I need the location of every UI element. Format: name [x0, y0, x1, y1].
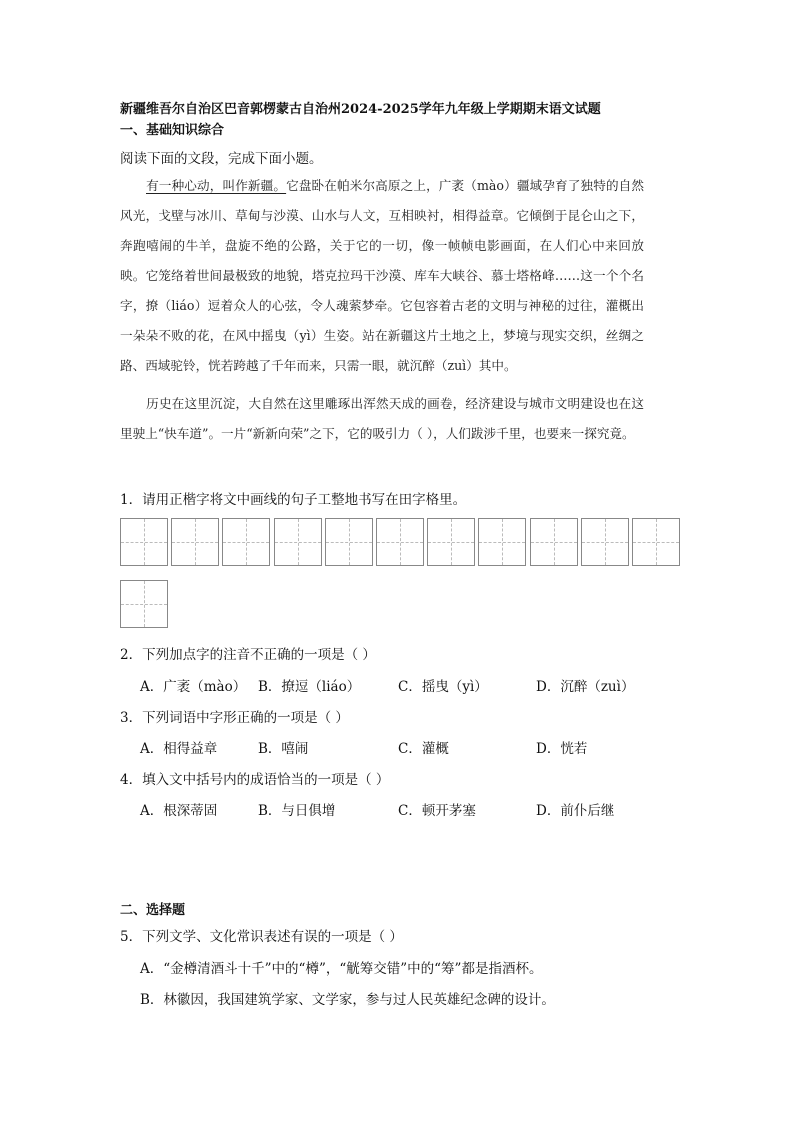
question-4-stem: 4．填入文中括号内的成语恰当的一项是（ ） — [120, 772, 390, 788]
option-b[interactable]: B．与日俱增 — [258, 803, 336, 819]
question-5-option-b[interactable]: B．林徽因，我国建筑学家、文学家，参与过人民英雄纪念碑的设计。 — [140, 992, 555, 1008]
grid-cell[interactable] — [632, 518, 680, 566]
grid-cell[interactable] — [325, 518, 373, 566]
option-d[interactable]: D．沉醉（zuì） — [536, 679, 635, 695]
underlined-sentence: 有一种心动，叫作新疆。 — [146, 178, 287, 193]
question-3-stem: 3．下列词语中字形正确的一项是（ ） — [120, 710, 349, 726]
grid-cell[interactable] — [478, 518, 526, 566]
question-5-option-a[interactable]: A．“金樽清酒斗十千”中的“樽”，“觥筹交错”中的“筹”都是指酒杯。 — [140, 961, 543, 977]
passage-paragraph-2-text: 历史在这里沉淀，大自然在这里雕琢出浑然天成的画卷，经济建设与城市文明建设也在这里驶上“快车道”。一片“新新向荣”之下，它的吸引力（ ），人们跋涉千里，也要来一探究竟。 — [120, 396, 644, 441]
passage-paragraph-1-text: 它盘卧在帕米尔高原之上，广袤（mào）疆域孕育了独特的自然风光，戈壁与冰川、草甸与沙漠、山水与人文，互相映衬，相得益章。它倾倒于昆仑山之下，奔跑嘻闹的牛羊，盘旋不绝的公路，关于它的一切，像一帧帧电影画面，在人们心中来回放映。它笼络着世间最极致的地貌，塔克拉玛干沙漠、库车大峡谷、慕士塔格峰……这一个个名字，撩（liáo）逗着众人的心弦，令人魂萦梦牵。它包容着古老的文明与神秘的过往，灌概出一朵朵不败的花，在风中摇曳（yì）生姿。站在新疆这片土地之上，梦境与现实交织，丝绸之路、西域驼铃，恍若跨越了千年而来，只需一眼，就沉醉（zuì）其中。 — [120, 178, 644, 373]
question-1-stem: 1．请用正楷字将文中画线的句子工整地书写在田字格里。 — [120, 492, 467, 508]
passage-paragraph-1 — [120, 171, 644, 381]
option-c[interactable]: C．灌概 — [398, 741, 449, 757]
document-title: 新疆维吾尔自治区巴音郭楞蒙古自治州2024-2025学年九年级上学期期末语文试题 — [120, 102, 601, 117]
grid-cell[interactable] — [171, 518, 219, 566]
option-c[interactable]: C．摇曳（yì） — [398, 679, 488, 695]
section-heading-basics: 一、基础知识综合 — [120, 123, 225, 138]
option-a[interactable]: A．相得益章 — [140, 741, 218, 757]
reading-instruction: 阅读下面的文段，完成下面小题。 — [120, 151, 323, 167]
option-b[interactable]: B．嘻闹 — [258, 741, 309, 757]
grid-cell[interactable] — [120, 580, 168, 628]
option-c[interactable]: C．顿开茅塞 — [398, 803, 476, 819]
grid-cell[interactable] — [120, 518, 168, 566]
question-2-options — [140, 675, 660, 695]
passage-paragraph-2 — [120, 389, 644, 449]
question-3-options — [140, 737, 660, 757]
question-2-stem: 2．下列加点字的注音不正确的一项是（ ） — [120, 647, 376, 663]
question-4-options — [140, 799, 660, 819]
grid-cell[interactable] — [376, 518, 424, 566]
grid-cell[interactable] — [274, 518, 322, 566]
option-a[interactable]: A．根深蒂固 — [140, 803, 218, 819]
option-a[interactable]: A．广袤（mào） — [140, 679, 247, 695]
grid-cell[interactable] — [530, 518, 578, 566]
option-b[interactable]: B．撩逗（liáo） — [258, 679, 361, 695]
option-d[interactable]: D．前仆后继 — [536, 803, 615, 819]
option-d[interactable]: D．恍若 — [536, 741, 588, 757]
grid-cell[interactable] — [222, 518, 270, 566]
section-heading-choice: 二、选择题 — [120, 903, 186, 918]
grid-cell[interactable] — [427, 518, 475, 566]
question-5-stem: 5．下列文学、文化常识表述有误的一项是（ ） — [120, 929, 403, 945]
grid-cell[interactable] — [581, 518, 629, 566]
